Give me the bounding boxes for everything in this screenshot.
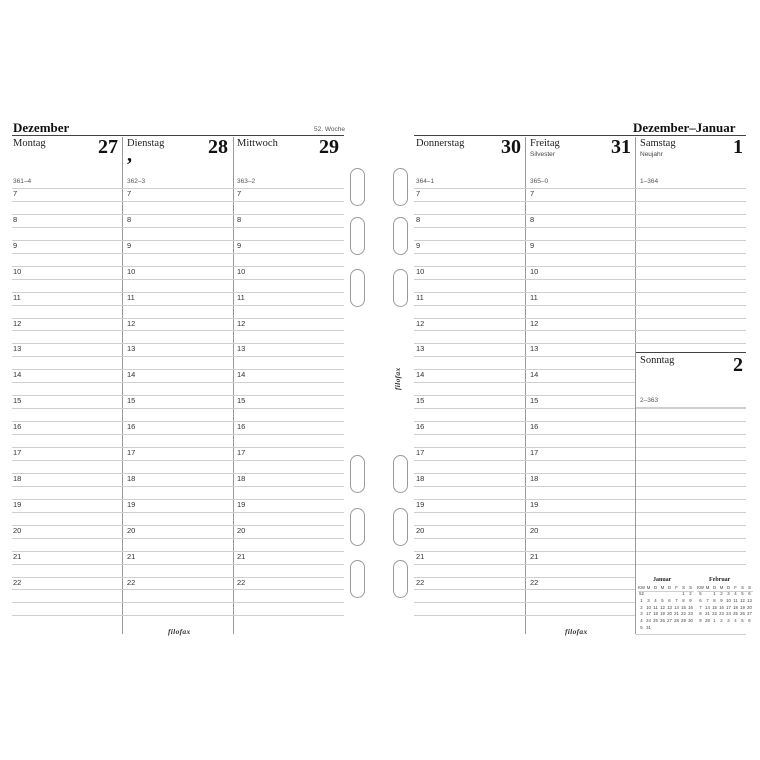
- mini-calendar-day: 5: [741, 591, 744, 596]
- mini-calendar-day: 4: [640, 618, 643, 624]
- hour-label: 11: [127, 293, 135, 302]
- rule-line: [636, 486, 746, 487]
- hour-label: 15: [237, 396, 246, 405]
- day-name-dienstag: Dienstag: [127, 138, 165, 149]
- rule-line: [414, 551, 635, 552]
- mini-calendar-day: 1: [713, 591, 716, 596]
- hour-label: 10: [237, 267, 246, 276]
- hour-label: 7: [416, 189, 421, 198]
- mini-calendar-day: 1: [713, 618, 716, 624]
- rule-line: [414, 473, 635, 474]
- hour-label: 17: [530, 448, 539, 457]
- rule-line: [414, 318, 746, 319]
- mini-calendar-day: 1: [640, 597, 643, 603]
- mini-calendar-day: 6: [748, 618, 751, 624]
- mini-calendar-header: D: [653, 585, 658, 590]
- hour-label: 8: [127, 215, 132, 224]
- rule-line: [414, 343, 746, 344]
- hour-label: 10: [530, 267, 539, 276]
- mini-calendar-day: 9: [720, 597, 723, 603]
- day-number-1: 1: [733, 136, 743, 158]
- hour-label: 16: [237, 422, 246, 431]
- hour-label: 14: [13, 370, 22, 379]
- rule-line: [636, 407, 746, 408]
- mini-calendar-day: 11: [733, 597, 738, 603]
- rule-line: [414, 408, 635, 409]
- mini-calendar-day: 24: [646, 618, 651, 624]
- hour-label: 22: [13, 578, 22, 587]
- filofax-logo: filofax: [168, 627, 191, 636]
- rule-line: [414, 279, 746, 280]
- hour-label: 20: [237, 526, 246, 535]
- mini-calendar-day: 1: [682, 591, 685, 596]
- mini-calendar-day: 22: [712, 611, 717, 617]
- hour-label: 15: [416, 396, 425, 405]
- mini-calendar-day: 27: [667, 618, 672, 624]
- mini-calendar-day: 10: [646, 604, 651, 610]
- mini-calendar-day: 9: [689, 597, 692, 603]
- mini-calendar-header: M: [719, 585, 724, 590]
- mini-calendar-header: S: [741, 585, 744, 590]
- hour-label: 19: [416, 500, 425, 509]
- rule-line: [414, 538, 635, 539]
- day-counter: 363–2: [237, 178, 256, 185]
- day-number-28: 28: [208, 136, 228, 158]
- rule-line: [414, 201, 746, 202]
- mini-calendar-header: D: [726, 585, 731, 590]
- hour-label: 18: [127, 474, 136, 483]
- right-page-title: Dezember–Januar: [633, 120, 736, 135]
- hour-label: 11: [416, 293, 424, 302]
- day-counter: 365–0: [530, 178, 549, 185]
- hour-label: 16: [416, 422, 425, 431]
- day-name-freitag: Freitag: [530, 138, 560, 149]
- day-name-samstag: Samstag: [640, 138, 676, 149]
- left-page-title: Dezember: [13, 120, 70, 135]
- rule-line: [414, 253, 746, 254]
- mini-calendar-day: 5: [741, 618, 744, 624]
- mini-calendar-day: 21: [674, 611, 679, 617]
- mini-calendar-day: 18: [733, 604, 738, 610]
- mini-calendar-day: 2: [720, 618, 723, 624]
- filofax-logo: filofax: [565, 627, 588, 636]
- hour-label: 17: [416, 448, 425, 457]
- mini-calendar-day: 2: [689, 591, 692, 596]
- rule-line: [636, 473, 746, 474]
- sunday-rule: [636, 352, 746, 353]
- hour-label: 17: [127, 448, 136, 457]
- hour-label: 11: [13, 293, 21, 302]
- rule-line: [414, 615, 635, 616]
- mini-calendar-header: M: [646, 585, 651, 590]
- mini-calendar-day: 26: [740, 611, 745, 617]
- mini-calendar-header: F: [675, 585, 678, 590]
- day-name-donnerstag: Donnerstag: [416, 138, 465, 149]
- hour-label: 14: [416, 370, 425, 379]
- hour-label: 21: [530, 552, 539, 561]
- mini-calendar-day: 12: [660, 604, 665, 610]
- mini-calendar-day: 28: [705, 618, 710, 624]
- hour-label: 7: [237, 189, 242, 198]
- day-counter: 1–364: [640, 178, 659, 185]
- rule-line: [414, 486, 635, 487]
- mini-calendar-day: 5: [640, 625, 643, 630]
- hour-label: 12: [416, 319, 425, 328]
- hour-label: 9: [237, 241, 242, 250]
- hour-label: 19: [13, 500, 22, 509]
- hour-label: 22: [530, 578, 539, 587]
- rule-line: [414, 188, 746, 189]
- mini-calendar-day: 8: [713, 597, 716, 603]
- rule-line: [414, 447, 635, 448]
- mini-calendar-header: D: [667, 585, 672, 590]
- hour-label: 8: [237, 215, 242, 224]
- mini-calendar-day: 25: [653, 618, 658, 624]
- hour-label: 10: [13, 267, 22, 276]
- hour-label: 22: [416, 578, 425, 587]
- hour-label: 13: [127, 344, 136, 353]
- rule-line: [414, 421, 635, 422]
- hour-label: 10: [127, 267, 136, 276]
- mini-calendar-day: 52: [639, 591, 644, 596]
- rule-line: [636, 447, 746, 448]
- mini-calendar-day: 15: [712, 604, 717, 610]
- mini-calendar-day: 3: [727, 591, 730, 596]
- hour-label: 11: [530, 293, 538, 302]
- mini-calendar-day: 20: [667, 611, 672, 617]
- mini-calendar-day: 11: [653, 604, 658, 610]
- day-name-sonntag: Sonntag: [640, 355, 675, 366]
- mini-calendar-day: 12: [740, 597, 745, 603]
- mini-calendar-day: 8: [699, 611, 702, 617]
- rule-line: [414, 589, 635, 590]
- mini-calendar-day: 19: [740, 604, 745, 610]
- rule-line: [636, 538, 746, 539]
- rule-line: [636, 512, 746, 513]
- hour-label: 15: [530, 396, 539, 405]
- rule-line: [414, 395, 635, 396]
- hour-label: 17: [237, 448, 246, 457]
- hour-label: 8: [530, 215, 535, 224]
- day-counter: 362–3: [127, 178, 146, 185]
- hour-label: 16: [127, 422, 136, 431]
- mini-calendar-day: 6: [748, 591, 751, 596]
- mini-calendar-day: 10: [726, 597, 731, 603]
- hour-label: 7: [530, 189, 535, 198]
- mini-calendar-day: 17: [726, 604, 731, 610]
- hour-label: 18: [416, 474, 425, 483]
- hour-label: 20: [416, 526, 425, 535]
- mini-calendar-day: 26: [660, 618, 665, 624]
- rule-line: [636, 434, 746, 435]
- hour-label: 18: [530, 474, 539, 483]
- holiday-label: Neujahr: [640, 151, 663, 158]
- mini-calendar-day: 23: [688, 611, 693, 617]
- week-label: 52. Woche: [314, 126, 345, 133]
- rule-line: [414, 499, 635, 500]
- mini-calendar-day: 7: [699, 604, 702, 610]
- mini-calendar-day: 14: [674, 604, 679, 610]
- hour-label: 22: [127, 578, 136, 587]
- hour-label: 19: [127, 500, 136, 509]
- hour-label: 21: [237, 552, 246, 561]
- mini-calendar-day: 22: [681, 611, 686, 617]
- mini-calendar-rule: [697, 591, 753, 592]
- hour-label: 13: [530, 344, 539, 353]
- mini-calendar-day: 13: [667, 604, 672, 610]
- day-number-30: 30: [501, 136, 521, 158]
- hour-label: 7: [13, 189, 18, 198]
- hour-label: 12: [237, 319, 246, 328]
- hour-label: 17: [13, 448, 22, 457]
- mini-calendar-day: 20: [747, 604, 752, 610]
- hour-label: 14: [530, 370, 539, 379]
- mini-calendar-day: 23: [719, 611, 724, 617]
- day-number-27: 27: [98, 136, 118, 158]
- day-counter: 361–4: [13, 178, 32, 185]
- mini-calendar-day: 4: [654, 597, 657, 603]
- rule-line: [414, 369, 635, 370]
- mini-calendar-day: 5: [699, 591, 702, 596]
- hour-label: 9: [127, 241, 132, 250]
- hour-label: 21: [13, 552, 22, 561]
- rule-line: [414, 292, 746, 293]
- mini-calendar-day: 5: [661, 597, 664, 603]
- mini-calendar-day: 2: [640, 604, 643, 610]
- mini-calendar-header: M: [705, 585, 710, 590]
- hour-label: 19: [530, 500, 539, 509]
- rule-line: [636, 408, 746, 409]
- mini-calendar-day: 3: [647, 597, 650, 603]
- mini-calendar-header: M: [660, 585, 665, 590]
- mini-calendar-title: Februar: [709, 577, 731, 583]
- rule-line: [414, 382, 635, 383]
- hour-label: 13: [416, 344, 425, 353]
- hour-label: 11: [237, 293, 245, 302]
- day-counter: 364–1: [416, 178, 435, 185]
- mini-calendar-day: 2: [720, 591, 723, 596]
- rule-line: [414, 512, 635, 513]
- right-header-rule: [414, 135, 746, 136]
- rule-line: [414, 214, 746, 215]
- rule-line: [636, 460, 746, 461]
- hour-label: 19: [237, 500, 246, 509]
- hour-label: 9: [13, 241, 18, 250]
- holiday-label: Silvester: [530, 151, 555, 158]
- spine-filofax-logo: filofax: [393, 367, 402, 390]
- mini-calendar-header: KW: [638, 585, 645, 590]
- mini-calendar-day: 17: [646, 611, 651, 617]
- mini-calendar-header: S: [748, 585, 751, 590]
- hour-label: 10: [416, 267, 425, 276]
- mini-calendar-day: 31: [646, 625, 651, 630]
- mini-calendar-day: 6: [668, 597, 671, 603]
- rule-line: [414, 525, 635, 526]
- mini-calendar-day: 7: [706, 597, 709, 603]
- mini-calendar-day: 25: [733, 611, 738, 617]
- hour-label: 20: [13, 526, 22, 535]
- mini-calendar-day: 6: [699, 597, 702, 603]
- mini-calendar-day: 18: [653, 611, 658, 617]
- mini-calendar-day: 27: [747, 611, 752, 617]
- column-divider: [635, 137, 636, 634]
- hour-label: 8: [416, 215, 421, 224]
- mini-calendar-day: 15: [681, 604, 686, 610]
- hour-label: 21: [416, 552, 425, 561]
- mini-calendar-day: 4: [734, 591, 737, 596]
- mini-calendar-day: 19: [660, 611, 665, 617]
- mini-calendar-header: D: [712, 585, 717, 590]
- rule-line: [636, 564, 746, 565]
- mini-calendar-day: 7: [675, 597, 678, 603]
- hour-label: 20: [127, 526, 136, 535]
- hour-label: 20: [530, 526, 539, 535]
- day-counter: 2–363: [640, 397, 659, 404]
- rule-line: [414, 305, 746, 306]
- hour-label: 18: [13, 474, 22, 483]
- mini-calendar-title: Januar: [653, 577, 672, 583]
- mini-calendar-day: 30: [688, 618, 693, 624]
- hour-label: 12: [127, 319, 136, 328]
- mini-calendar-day: 28: [674, 618, 679, 624]
- rule-line: [414, 460, 635, 461]
- rule-line: [414, 330, 746, 331]
- mini-calendar-day: 21: [705, 611, 710, 617]
- rule-line: [414, 577, 635, 578]
- hour-label: 21: [127, 552, 136, 561]
- mini-calendar-rule: [638, 591, 694, 592]
- mini-calendar-day: 3: [640, 611, 643, 617]
- mini-calendar-day: 16: [719, 604, 724, 610]
- mini-calendar-header: S: [682, 585, 685, 590]
- rule-line: [414, 240, 746, 241]
- mini-calendar-header: S: [689, 585, 692, 590]
- rule-line: [636, 499, 746, 500]
- day-number-31: 31: [611, 136, 631, 158]
- day-name-mittwoch: Mittwoch: [237, 138, 278, 149]
- hour-label: 22: [237, 578, 246, 587]
- rule-line: [414, 564, 635, 565]
- column-divider: [525, 137, 526, 634]
- rule-line: [414, 266, 746, 267]
- hour-label: 12: [13, 319, 22, 328]
- rule-line: [414, 434, 635, 435]
- hour-label: 14: [237, 370, 246, 379]
- hour-label: 8: [13, 215, 18, 224]
- hour-label: 9: [530, 241, 535, 250]
- mini-calendar-header: KW: [697, 585, 704, 590]
- day-name-montag: Montag: [13, 138, 46, 149]
- hour-label: 16: [530, 422, 539, 431]
- hour-label: 15: [127, 396, 136, 405]
- rule-line: [414, 602, 635, 603]
- rule-line: [636, 421, 746, 422]
- hour-label: 13: [13, 344, 22, 353]
- mini-calendar-day: 24: [726, 611, 731, 617]
- mini-calendar-day: 4: [734, 618, 737, 624]
- mini-calendar-day: 16: [688, 604, 693, 610]
- hour-label: 12: [530, 319, 539, 328]
- hour-label: 14: [127, 370, 136, 379]
- hour-label: 9: [416, 241, 421, 250]
- mini-calendar-day: 13: [747, 597, 752, 603]
- mini-calendar-day: 9: [699, 618, 702, 624]
- day-number-29: 29: [319, 136, 339, 158]
- mini-calendar-day: 3: [727, 618, 730, 624]
- hour-label: 13: [237, 344, 246, 353]
- hour-label: 18: [237, 474, 246, 483]
- hour-label: 16: [13, 422, 22, 431]
- rule-line: [414, 227, 746, 228]
- rule-line: [636, 525, 746, 526]
- hour-label: 15: [13, 396, 22, 405]
- mini-calendar-header: F: [734, 585, 737, 590]
- mini-calendar-day: 8: [682, 597, 685, 603]
- day-mark: ,: [127, 144, 132, 166]
- day-number-2: 2: [733, 354, 743, 376]
- mini-calendar-day: 29: [681, 618, 686, 624]
- mini-calendar-day: 14: [705, 604, 710, 610]
- rule-line: [414, 356, 635, 357]
- hour-label: 7: [127, 189, 132, 198]
- rule-line: [636, 634, 746, 635]
- rule-line: [636, 551, 746, 552]
